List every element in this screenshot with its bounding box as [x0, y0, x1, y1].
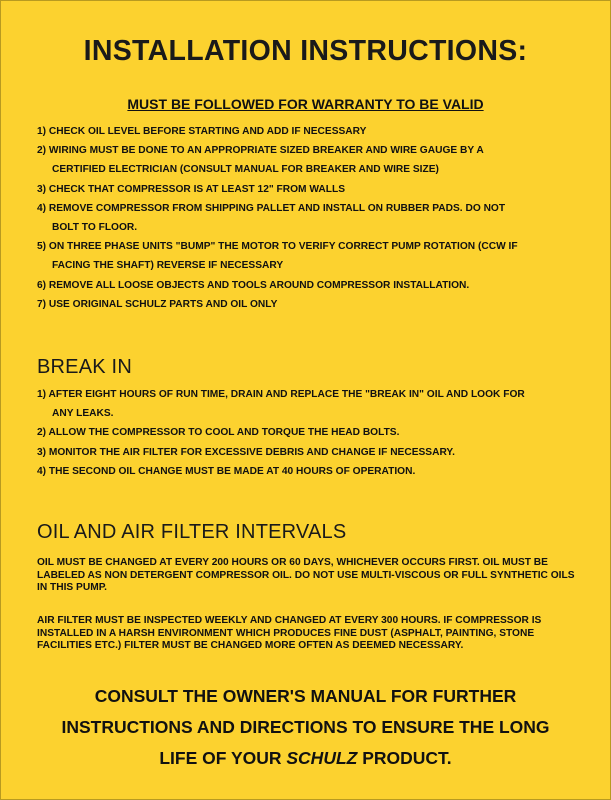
list-item: 6) REMOVE ALL LOOSE OBJECTS AND TOOLS AROUND COMPRESSOR INSTALLATION.	[37, 279, 470, 291]
closing-line: INSTRUCTIONS AND DIRECTIONS TO ENSURE THE LONG	[61, 717, 550, 737]
air-filter-paragraph: AIR FILTER MUST BE INSPECTED WEEKLY AND CHANGED AT EVERY 300 HOURS. IF COMPRESSOR IS INSTALLED IN A HARSH ENVIRONMENT WHICH PRODUCES FINE DUST (ASPHALT, PAINTING, STONE FACILITIES ETC.) FILTER MUST BE CHANGED MORE OFTEN AS DEEMED NECESSARY.	[37, 615, 542, 652]
break-in-heading: BREAK IN	[37, 356, 132, 378]
list-item: 3) MONITOR THE AIR FILTER FOR EXCESSIVE DEBRIS AND CHANGE IF NECESSARY.	[37, 446, 455, 458]
list-item: 4) REMOVE COMPRESSOR FROM SHIPPING PALLET AND INSTALL ON RUBBER PADS. DO NOT BOLT TO FLOOR.	[37, 202, 506, 234]
list-item: 4) THE SECOND OIL CHANGE MUST BE MADE AT 40 HOURS OF OPERATION.	[37, 465, 416, 477]
closing-line: LIFE OF YOUR SCHULZ PRODUCT.	[159, 748, 452, 768]
break-in-list	[37, 385, 582, 481]
closing-note	[1, 681, 610, 774]
list-item: 5) ON THREE PHASE UNITS "BUMP" THE MOTOR TO VERIFY CORRECT PUMP ROTATION (CCW IF FACING THE SHAFT) REVERSE IF NECESSARY	[37, 241, 518, 272]
closing-line: CONSULT THE OWNER'S MANUAL FOR FURTHER	[94, 686, 517, 706]
warranty-subtitle: MUST BE FOLLOWED FOR WARRANTY TO BE VALID	[127, 96, 484, 112]
intervals-heading: OIL AND AIR FILTER INTERVALS	[37, 521, 347, 543]
brand-name: SCHULZ	[286, 748, 358, 768]
list-item: 2) WIRING MUST BE DONE TO AN APPROPRIATE SIZED BREAKER AND WIRE GAUGE BY A CERTIFIED ELECTRICIAN (CONSULT MANUAL FOR BREAKER AND WIRE SIZE)	[37, 145, 484, 176]
page-title: INSTALLATION INSTRUCTIONS:	[83, 35, 528, 67]
list-item: 1) AFTER EIGHT HOURS OF RUN TIME, DRAIN AND REPLACE THE "BREAK IN" OIL AND LOOK FOR ANY LEAKS.	[37, 389, 525, 420]
installation-list	[37, 122, 582, 314]
list-item: 7) USE ORIGINAL SCHULZ PARTS AND OIL ONLY	[37, 298, 278, 310]
list-item: 3) CHECK THAT COMPRESSOR IS AT LEAST 12" FROM WALLS	[37, 183, 346, 195]
list-item: 1) CHECK OIL LEVEL BEFORE STARTING AND ADD IF NECESSARY	[37, 126, 367, 137]
oil-interval-paragraph: OIL MUST BE CHANGED AT EVERY 200 HOURS OR 60 DAYS, WHICHEVER OCCURS FIRST. OIL MUST BE LABELED AS NON DETERGENT COMPRESSOR OIL. DO NOT USE MULTI-VISCOUS OR FULL SYNTHETIC OILS IN THIS PUMP.	[37, 557, 575, 594]
list-item: 2) ALLOW THE COMPRESSOR TO COOL AND TORQUE THE HEAD BOLTS.	[37, 427, 400, 439]
